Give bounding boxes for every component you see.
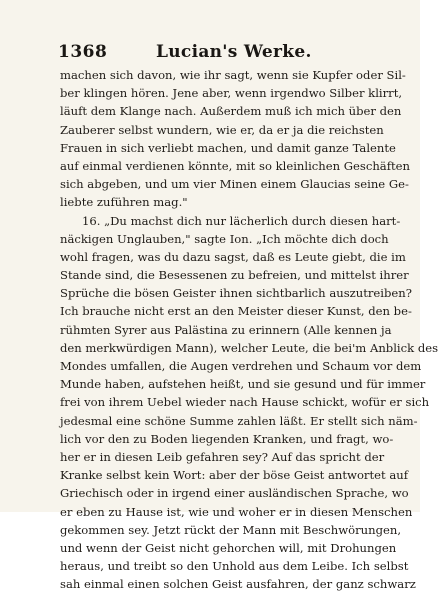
text-line: machen sich davon, wie ihr sagt, wenn sie Kupfer oder Sil-	[60, 68, 406, 82]
text-line: näckigen Unglauben," sagte Ion. „Ich möchte dich doch	[60, 231, 389, 246]
text-line: sich abgeben, und um vier Minen einem Glaucias seine Ge-	[60, 177, 409, 192]
text-line: gekommen sey. Jetzt rückt der Mann mit Beschwörungen,	[60, 522, 402, 537]
text-line: Kranke selbst kein Wort: aber der böse Geist antwortet auf	[60, 468, 409, 483]
text-line: er eben zu Hause ist, wie und woher er in diesen Menschen	[60, 504, 413, 519]
text-line: liebte zuführen mag."	[60, 195, 188, 210]
paragraph-start-line: 16. „Du machst dich nur lächerlich durch diesen hart-	[82, 213, 401, 228]
text-line: lich vor den zu Boden liegenden Kranken, und fragt, wo-	[60, 431, 394, 446]
text-line: Sprüche die bösen Geister ihnen sichtbarlich auszutreiben?	[60, 286, 412, 301]
text-line: Ich brauche nicht erst an den Meister dieser Kunst, den be-	[60, 304, 412, 319]
text-line: ber klingen hören. Jene aber, wenn irgendwo Silber klirrt,	[60, 86, 403, 101]
running-title: Lucian's Werke.	[156, 42, 312, 62]
text-line: wohl fragen, was du dazu sagst, daß es Leute giebt, die im	[60, 249, 406, 264]
text-line: Mondes umfallen, die Augen verdrehen und Schaum vor dem	[60, 359, 422, 373]
text-line: rühmten Syrer aus Palästina zu erinnern (Alle kennen ja	[60, 322, 392, 337]
text-line: auf einmal verdienen könnte, mit so kleinlichen Geschäften	[60, 158, 410, 173]
text-line: sah einmal einen solchen Geist ausfahren, der ganz schwarz	[60, 577, 416, 592]
text-line: Munde haben, aufstehen heißt, und sie gesund und für immer	[60, 377, 426, 392]
text-line: und wenn der Geist nicht gehorchen will, mit Drohungen	[60, 540, 397, 555]
page-number: 1368	[58, 42, 108, 62]
text-line: frei von ihrem Uebel wieder nach Hause schickt, wofür er sich	[60, 395, 430, 410]
text-line: Zauberer selbst wundern, wie er, da er ja die reichsten	[60, 122, 384, 137]
text-line: heraus, und treibt so den Unhold aus dem Leibe. Ich selbst	[60, 559, 409, 574]
text-line: läuft dem Klange nach. Außerdem muß ich mich über den	[60, 104, 402, 119]
body-text	[60, 66, 438, 593]
text-line: Stande sind, die Besessenen zu befreien, und mittelst ihrer	[60, 268, 409, 283]
text-line: jedesmal eine schöne Summe zahlen läßt. Er stellt sich näm-	[60, 413, 418, 428]
text-line: den merkwürdigen Mann), welcher Leute, die bei'm Anblick des	[60, 340, 438, 355]
page-header	[58, 42, 370, 64]
text-line: Frauen in sich verliebt machen, und damit ganze Talente	[60, 140, 396, 155]
text-line: Griechisch oder in irgend einer ausländischen Sprache, wo	[60, 486, 409, 501]
text-line: her er in diesen Leib gefahren sey? Auf das spricht der	[60, 449, 385, 464]
